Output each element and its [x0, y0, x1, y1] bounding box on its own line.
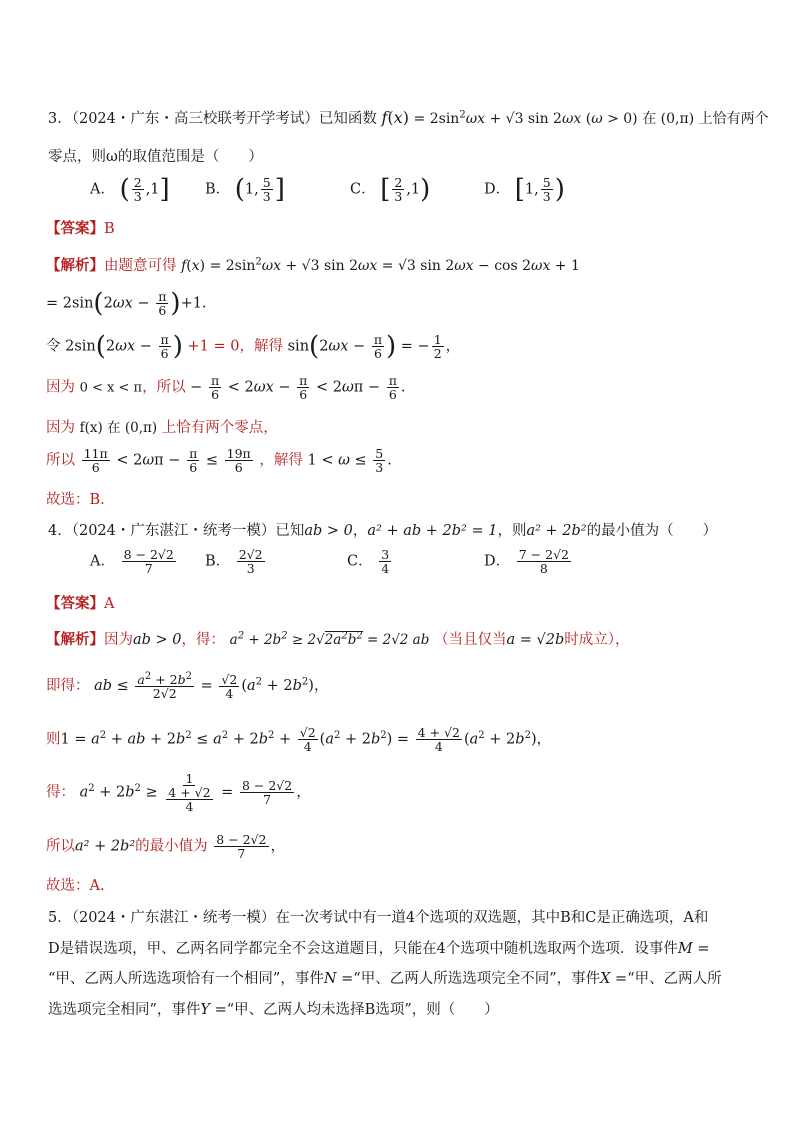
q3-option-a: A． ( $\frac{2}{3}$ ,1]	[90, 174, 170, 205]
q4-a1-c: ，得：	[181, 632, 226, 648]
q3-analysis-line2: = 2sin(2ωx − $\frac{\pi}{6}$ )+1.	[46, 288, 207, 319]
q4-h-d: a² + ab + 2b² = 1	[367, 523, 498, 539]
q4-a5-c: 的最小值为	[135, 838, 208, 855]
q5-line2	[48, 937, 709, 958]
q4-analysis-line2: 即得： ab ≤ $\frac{a^2 + 2b^2}{2√2}$ = $\frac{√2}{4}$ $(a^2 + 2b^2)$，	[46, 671, 329, 702]
q3-answer-value: B	[104, 221, 115, 237]
q3-answer	[46, 217, 115, 238]
q5-l2-text: D是错误选项，甲、乙两名同学都完全不会这道题目，只能在4个选项中随机选取两个选项．设事件	[48, 941, 678, 957]
q4-h-b: ab > 0	[304, 523, 353, 539]
q4-choose: 故选：A.	[46, 878, 105, 894]
q5-line1: 5．（2024・广东湛江・统考一模）在一次考试中有一道4个选项的双选题，其中B和C是正确选项，A和	[48, 910, 709, 926]
q3-a4-b: 0 < x < π	[79, 380, 143, 396]
q4-option-b: B． $\frac{2√2}{3}$	[205, 547, 263, 577]
q4-opt-b-label: B．	[205, 553, 231, 570]
q3-analysis-line4: 因为 0 < x < π，所以 − $\frac{\pi}{6}$ < 2ωx − $\frac{\pi}{6}$ < 2ωπ − $\frac{\pi}{6}$ .	[46, 373, 406, 403]
q5-line3	[48, 967, 722, 988]
q3-func-name: f	[381, 108, 388, 127]
q3-a4-a: 因为	[46, 379, 75, 396]
q3-a5-a: 因为	[46, 420, 75, 436]
q3-opt-b-label: B．	[205, 181, 231, 198]
q3-opt-c-label: C．	[350, 181, 376, 198]
q4-h-g: 的最小值为（ ）	[586, 523, 718, 539]
q4-opt-c-label: C．	[347, 553, 373, 570]
q4-opt-a-label: A．	[90, 553, 115, 570]
q4-h-a: 4．（2024・广东湛江・统考一模）已知	[48, 523, 305, 539]
q3-a3-c: sin	[287, 338, 310, 355]
q4-analysis-line3: 则$1 = a^2$ + ab + $2b^2 \le a^2 + 2b^2$ + $\frac{√2}{4}$ $(a^2 + 2b^2)$ = $\frac{4 + √2}{4}$ $(a^2 + 2b^2)$，	[46, 725, 552, 755]
q4-a4-label: 得：	[46, 784, 75, 801]
q3-analysis-l1: 由题意可得	[104, 258, 177, 274]
q4-a2-label: 即得：	[46, 678, 90, 695]
q3-line2: 零点，则ω的取值范围是（ ）	[48, 149, 263, 165]
q5-line4	[48, 998, 499, 1019]
q5-l3-var1: N =	[323, 971, 354, 987]
q4-a1-a: 因为	[104, 632, 133, 648]
q4-a5-b: a² + 2b²	[75, 838, 136, 855]
q4-a3-label: 则	[46, 731, 61, 748]
q4-h-c: ，	[352, 523, 368, 539]
q3-analysis-line6: 所以 $\frac{11\pi}{6}$ < 2ωπ − $\frac{\pi}{6}$ ≤ $\frac{19\pi}{6}$ ，解得 1 < ω ≤ $\frac{5}{3}$ .	[46, 446, 392, 476]
q4-analysis-line5: 所以a² + 2b²的最小值为 $\frac{8 - 2√2}{7}$ ，	[46, 832, 286, 862]
q3-a4-c: ，所以	[142, 379, 186, 396]
q3-a5-b: f(x) 在 (0,π)	[79, 420, 158, 436]
q3-answer-label: 【答案】	[46, 221, 104, 237]
q3-opt-d-label: D．	[484, 181, 511, 198]
q4-opt-d-label: D．	[484, 553, 511, 570]
q5-l3-a: “甲、乙两人所选选项恰有一个相同”，事件	[48, 971, 324, 987]
q5-l4-var: Y =	[200, 1002, 227, 1018]
q3-a2-prefix: = 2sin	[46, 295, 94, 312]
q3-a2-suffix: +1.	[180, 295, 207, 312]
q5-l2-var: M =	[677, 941, 710, 957]
q3-analysis-line5	[46, 416, 278, 437]
q4-answer	[46, 592, 114, 613]
q4-answer-value: A	[104, 596, 115, 612]
q4-option-a: A． $\frac{8 - 2√2}{7}$	[90, 547, 174, 577]
q4-a5-a: 所以	[46, 838, 75, 855]
q4-analysis-label: 【解析】	[46, 632, 104, 648]
q4-answer-label: 【答案】	[46, 596, 104, 612]
q4-a1-b: ab > 0	[133, 632, 182, 648]
q3-a5-c: 上恰有两个零点，	[161, 420, 278, 436]
q3-a6-b: ，解得	[259, 452, 303, 469]
q3-analysis-line3: 令 2sin(2ωx − $\frac{\pi}{6}$ ) +1 = 0，解得 sin(2ωx − $\frac{\pi}{6}$ ) = − $\frac{1}{2}$ ，	[46, 331, 461, 362]
q3-choose: 故选：B.	[46, 492, 105, 508]
q5-l3-var2: X =	[600, 971, 628, 987]
q4-analysis-line1: 【解析】因为ab > 0，得： $a^2 + 2b^2 \ge 2√2a^2b^2 = 2√2$ ab （当且仅当a = √2b时成立），	[46, 630, 630, 648]
q5-l3-b: “甲、乙两人所选选项完全不同”，事件	[353, 971, 601, 987]
q4-h-e: ，则	[497, 523, 527, 539]
q3-a3-b: +1 = 0，解得	[187, 338, 283, 355]
q4-a1-note3: 时成立），	[564, 632, 630, 648]
q3-option-c: C． [ $\frac{2}{3}$ ,1)	[350, 174, 431, 205]
q4-h-f: a² + 2b²	[526, 523, 587, 539]
q3-analysis-line1: 【解析】由题意可得 $f(x) = 2\sin^2\omega x + √3$ sin 2ωx = √3 sin 2ωx − cos 2ωx + 1	[46, 256, 580, 274]
q5-l4-b: “甲、乙两人均未选择B选项”，则（ ）	[226, 1002, 499, 1018]
q3-opt-a-label: A．	[90, 181, 115, 198]
q3-a3-d: = −	[400, 338, 430, 355]
q4-a1-note: （当且仅当	[433, 632, 507, 648]
q3-a3-a: 令 2sin	[46, 338, 96, 355]
q4-header	[48, 519, 717, 540]
q4-option-d: D． $\frac{7 - 2√2}{8}$	[484, 547, 569, 577]
q5-l3-c: “甲、乙两人所	[627, 971, 722, 987]
q3-option-b: B． (1, $\frac{5}{3}$ ]	[205, 174, 285, 205]
q3-option-d: D． [1, $\frac{5}{3}$ )	[484, 174, 565, 205]
q3-a6-a: 所以	[46, 452, 75, 469]
q4-option-c: C． $\frac{3}{4}$	[347, 547, 390, 577]
q3-analysis-label: 【解析】	[46, 258, 104, 274]
q3-header: 3．（2024・广东・高三校联考开学考试）已知函数 $f(x) = 2\sin^2\omega x + √3$ sin 2ωx (ω > 0) 在 (0,π) 上恰有两个	[48, 108, 769, 127]
q3-header-text: 3．（2024・广东・高三校联考开学考试）已知函数	[48, 111, 377, 127]
q5-l4-a: 选选项完全相同”，事件	[48, 1002, 201, 1018]
q4-a1-note2: a = √2b	[506, 632, 565, 648]
q4-analysis-line4: 得： $a^2 + 2b^2$ ≥ $\frac{1}{\frac{4 + √2}{4}}$ = $\frac{8 - 2√2}{7}$ ，	[46, 771, 311, 815]
